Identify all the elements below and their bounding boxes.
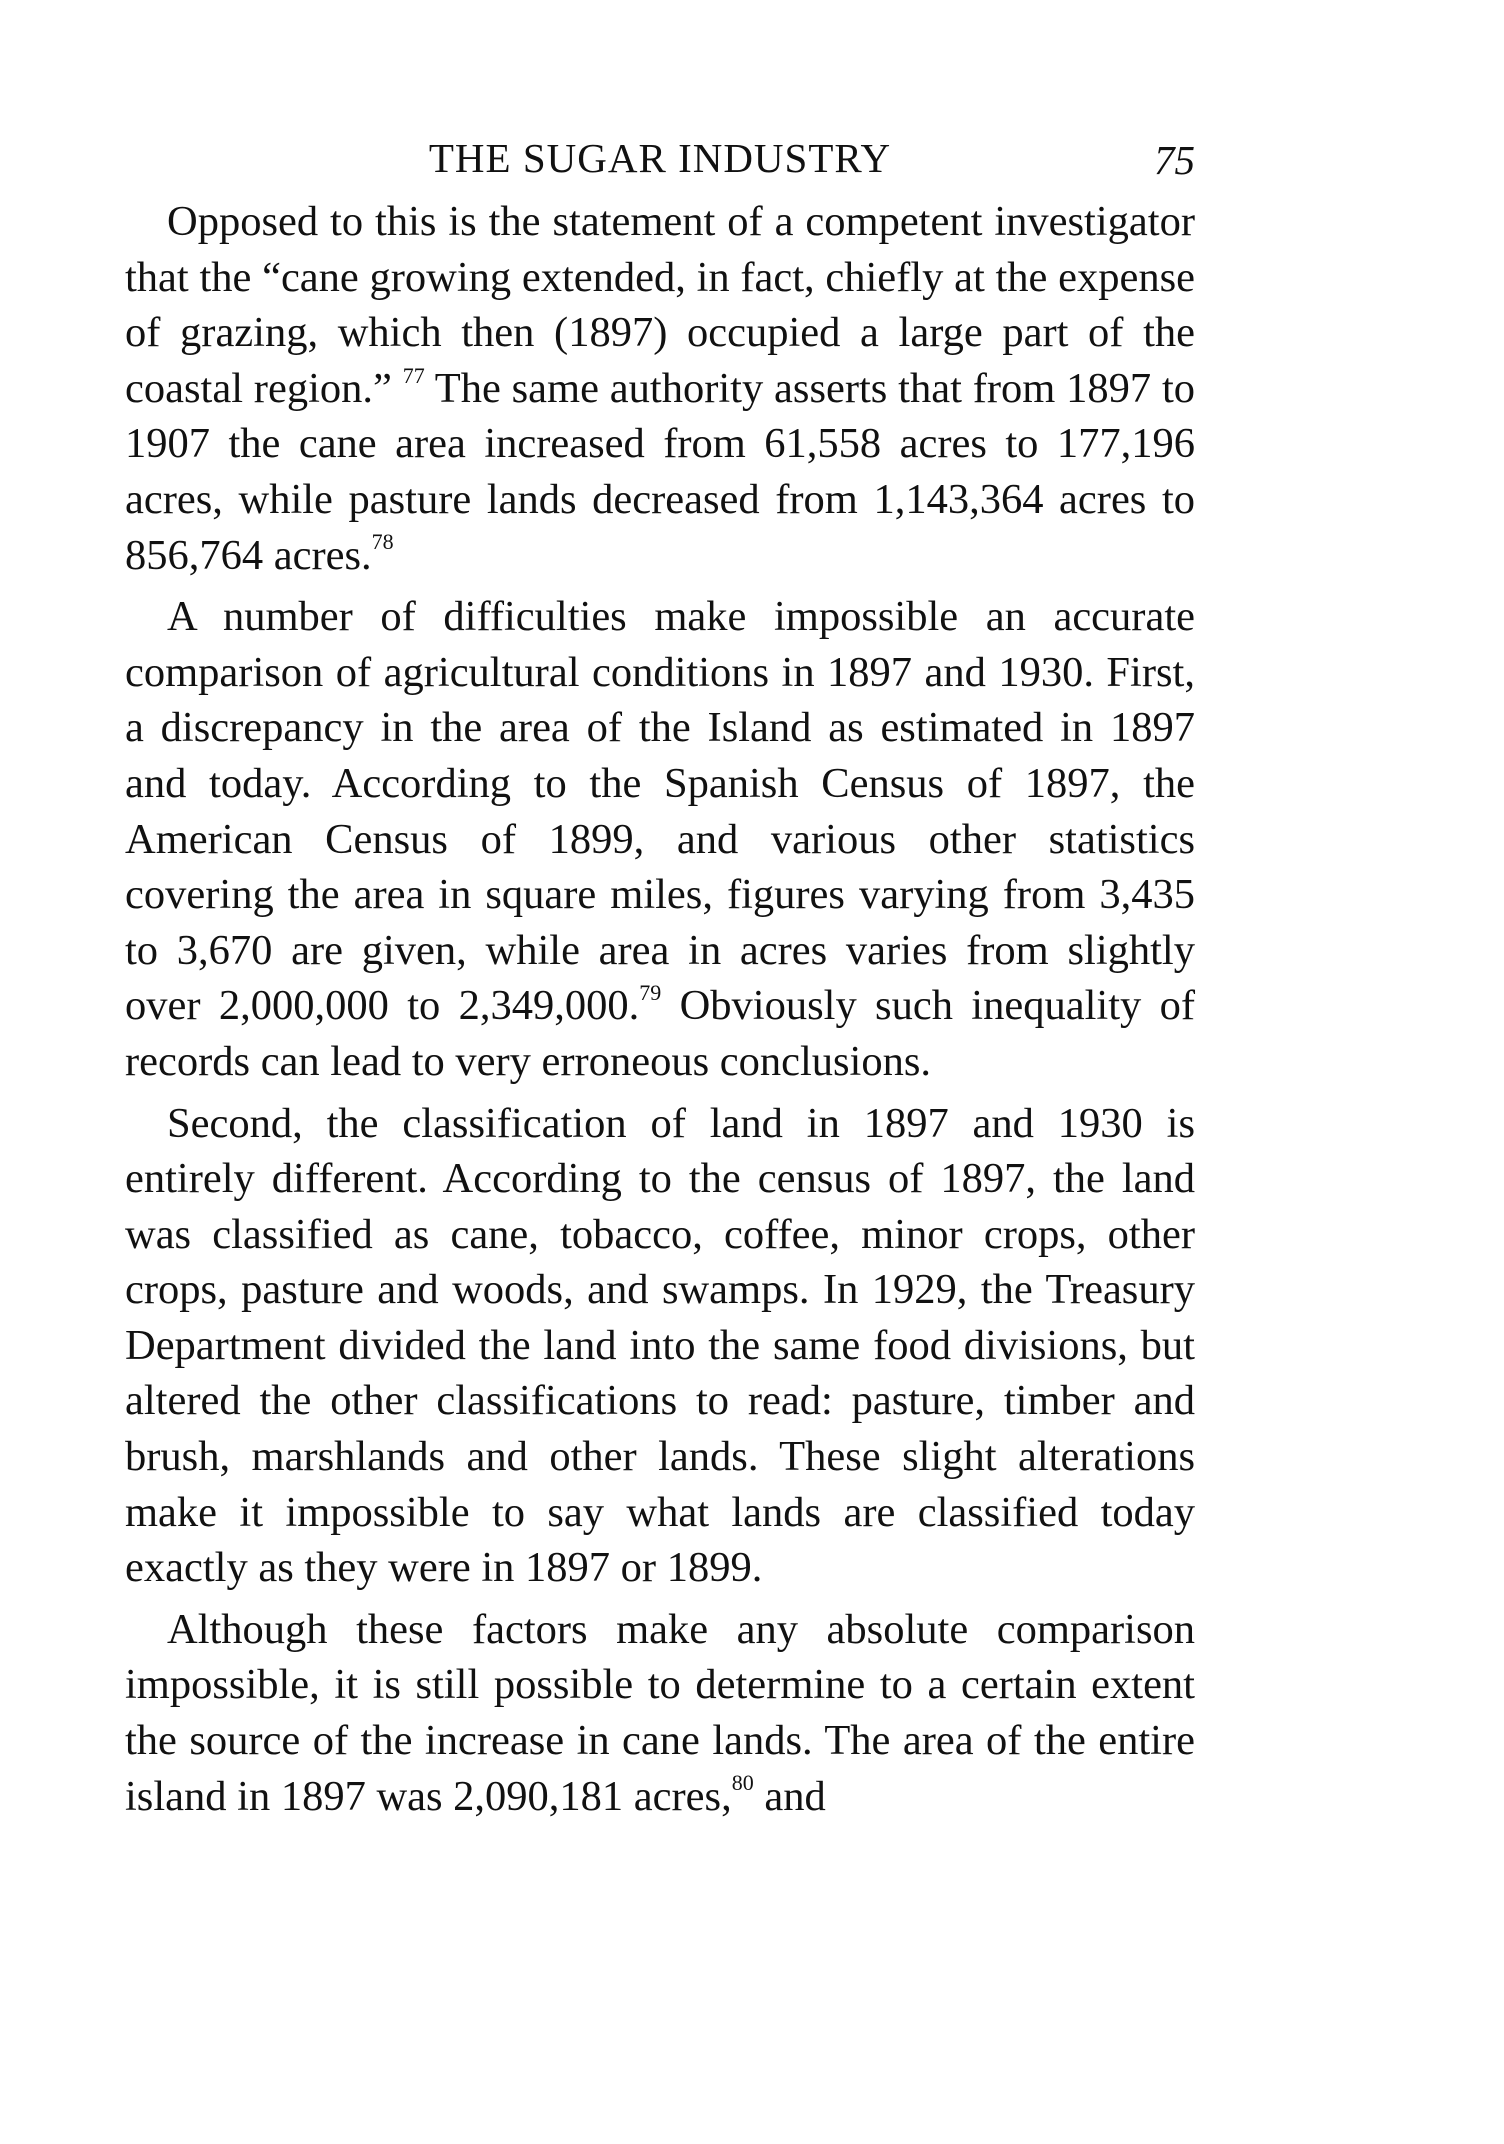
footnote-ref-78: 78 bbox=[371, 529, 394, 555]
book-page bbox=[125, 130, 1195, 1830]
page-number: 75 bbox=[1154, 137, 1195, 183]
paragraph-text: Although these factors make any absolute comparison impossible, it is still possible to determine to a certain extent the source of the increase in cane lands. The area of the entire island in 1897 was 2,090,181 acres, bbox=[125, 1605, 1195, 1820]
paragraph-3 bbox=[125, 1096, 1195, 1596]
paragraph-text: and bbox=[753, 1772, 826, 1820]
paragraph-1 bbox=[125, 194, 1195, 583]
footnote-ref-79: 79 bbox=[639, 980, 662, 1006]
paragraph-text: Obviously such inequality of records can lead to very erroneous conclusions. bbox=[125, 982, 1195, 1085]
running-head bbox=[125, 130, 1195, 194]
paragraph-text: A number of difficulties make impossible an accurate comparison of agricultural conditions in 1897 and 1930. First, a discrepancy in the area of the Island as estimated in 1897 and today. According to the Spanish Census of 1897, the American Census of 1899, and various other statistics covering the area in square miles, figures varying from 3,435 to 3,670 are given, while area in acres varies from slightly over 2,000,000 to 2,349,000. bbox=[125, 593, 1195, 1030]
paragraph-2 bbox=[125, 589, 1195, 1089]
running-title: THE SUGAR INDUSTRY bbox=[428, 135, 892, 181]
footnote-ref-80: 80 bbox=[731, 1770, 754, 1796]
paragraph-4 bbox=[125, 1602, 1195, 1824]
paragraph-text: Opposed to this is the statement of a competent investigator that the “cane growing extended, in fact, chiefly at the expense of grazing, which then (1897) occupied a large part of the coastal region.” bbox=[125, 198, 1195, 412]
body-text bbox=[125, 194, 1195, 1824]
paragraph-text: The same authority asserts that from 1897 to 1907 the cane area increased from 61,558 acres to 177,196 acres, while pasture lands decreased from 1,143,364 acres to 856,764 acres. bbox=[125, 364, 1196, 579]
paragraph-text: Second, the classification of land in 1897 and 1930 is entirely different. According to the census of 1897, the land was classified as cane, tobacco, coffee, minor crops, other crops, pasture and woods, and swamps. In 1929, the Treasury Department divided the land into the same food divisions, but altered the other classifications to read: pasture, timber and brush, marshlands and other lands. These slight alterations make it impossible to say what lands are classified today exactly as they were in 1897 or 1899. bbox=[125, 1099, 1195, 1592]
footnote-ref-77: 77 bbox=[402, 362, 425, 388]
